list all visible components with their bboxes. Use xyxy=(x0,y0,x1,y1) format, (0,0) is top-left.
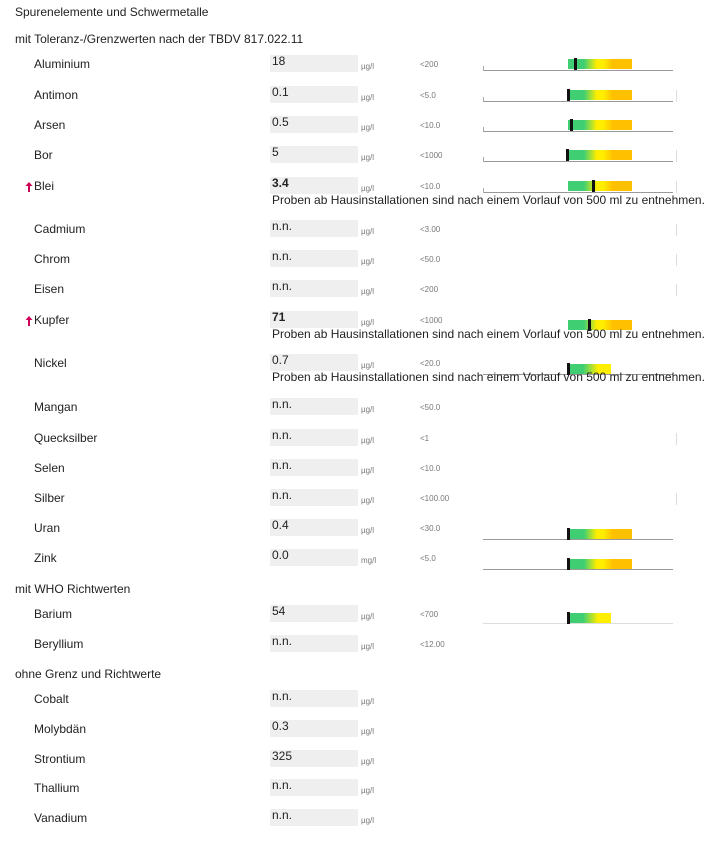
element-name: Nickel xyxy=(34,356,67,370)
limit-label: <20.0 xyxy=(420,359,441,368)
unit-label: µg/l xyxy=(361,466,375,475)
gauge-marker xyxy=(592,180,595,192)
gauge-bar xyxy=(568,181,632,191)
limit-label: <10.0 xyxy=(420,182,441,191)
gauge-bar xyxy=(568,613,611,623)
row-aluminium xyxy=(0,54,717,87)
gauge-tick-left xyxy=(483,97,484,102)
sampling-note: Proben ab Hausinstallationen sind nach einem Vorlauf von 500 ml zu entnehmen. xyxy=(272,370,705,384)
limit-label: <700 xyxy=(420,610,439,619)
row-molybdaen xyxy=(0,719,717,752)
element-name: Strontium xyxy=(34,752,86,766)
value-text: 71 xyxy=(272,310,286,324)
gauge-tick-right xyxy=(676,181,677,193)
gauge-marker xyxy=(567,612,570,624)
value-text: n.n. xyxy=(272,808,293,822)
value-text: n.n. xyxy=(272,249,293,263)
gauge-marker xyxy=(567,558,570,570)
row-chrom xyxy=(0,249,717,282)
arrow-up-icon xyxy=(24,181,34,193)
gauge-axis xyxy=(483,131,673,132)
gauge-tick-right xyxy=(676,150,677,162)
gauge-marker xyxy=(574,58,577,70)
element-name: Cobalt xyxy=(34,692,69,706)
gauge-axis xyxy=(483,539,673,540)
gauge-marker xyxy=(567,89,570,101)
gauge-tick-right xyxy=(676,493,677,505)
row-vanadium xyxy=(0,808,717,841)
section-header-tbdv: mit Toleranz-/Grenzwerten nach der TBDV 817.022.11 xyxy=(15,32,304,46)
value-text: 3.4 xyxy=(272,176,289,190)
gauge-tick-left xyxy=(483,66,484,71)
unit-label: µg/l xyxy=(361,93,375,102)
element-name: Vanadium xyxy=(34,811,88,825)
value-text: 325 xyxy=(272,749,293,763)
unit-label: µg/l xyxy=(361,642,375,651)
value-text: 0.3 xyxy=(272,719,289,733)
gauge-tick-right xyxy=(676,90,677,102)
row-barium xyxy=(0,604,717,637)
limit-label: <10.0 xyxy=(420,121,441,130)
gauge-tick-right xyxy=(676,433,677,445)
element-name: Antimon xyxy=(34,88,79,102)
sampling-note: Proben ab Hausinstallationen sind nach einem Vorlauf von 500 ml zu entnehmen. xyxy=(272,193,705,207)
row-strontium xyxy=(0,749,717,782)
row-thallium xyxy=(0,778,717,811)
element-name: Blei xyxy=(34,179,55,193)
unit-label: µg/l xyxy=(361,727,375,736)
unit-label: µg/l xyxy=(361,184,375,193)
gauge-tick-right xyxy=(676,224,677,236)
unit-label: µg/l xyxy=(361,496,375,505)
row-bor xyxy=(0,145,717,178)
element-name: Arsen xyxy=(34,118,66,132)
gauge-axis xyxy=(483,623,673,624)
element-name: Mangan xyxy=(34,400,78,414)
unit-label: µg/l xyxy=(361,757,375,766)
value-text: n.n. xyxy=(272,778,293,792)
element-name: Chrom xyxy=(34,252,71,266)
value-text: 54 xyxy=(272,604,286,618)
limit-label: <50.0 xyxy=(420,403,441,412)
element-name: Selen xyxy=(34,461,65,475)
row-eisen xyxy=(0,279,717,312)
limit-label: <3.00 xyxy=(420,225,441,234)
section-header-none: ohne Grenz und Richtwerte xyxy=(15,667,162,681)
limit-label: <200 xyxy=(420,60,439,69)
row-antimon xyxy=(0,85,717,118)
element-name: Barium xyxy=(34,607,73,621)
gauge-bar xyxy=(568,559,632,569)
unit-label: mg/l xyxy=(361,556,377,565)
gauge-tick-right xyxy=(676,284,677,296)
gauge-tick-left xyxy=(483,127,484,132)
gauge-marker xyxy=(567,528,570,540)
limit-label: <30.0 xyxy=(420,524,441,533)
value-text: n.n. xyxy=(272,279,293,293)
unit-label: µg/l xyxy=(361,62,375,71)
arrow-up-icon xyxy=(24,315,34,327)
value-text: n.n. xyxy=(272,428,293,442)
value-field xyxy=(270,146,358,163)
element-name: Uran xyxy=(34,521,61,535)
unit-label: µg/l xyxy=(361,526,375,535)
value-text: 0.4 xyxy=(272,518,289,532)
value-text: n.n. xyxy=(272,488,293,502)
gauge-bar xyxy=(568,529,632,539)
element-name: Molybdän xyxy=(34,722,87,736)
element-name: Kupfer xyxy=(34,313,70,327)
limit-label: <12.00 xyxy=(420,640,445,649)
element-name: Beryllium xyxy=(34,637,84,651)
gauge-axis xyxy=(483,569,673,570)
unit-label: µg/l xyxy=(361,697,375,706)
unit-label: µg/l xyxy=(361,361,375,370)
limit-label: <50.0 xyxy=(420,255,441,264)
gauge-axis xyxy=(483,101,673,102)
page-title: Spurenelemente und Schwermetalle xyxy=(15,5,209,19)
unit-label: µg/l xyxy=(361,123,375,132)
element-name: Bor xyxy=(34,148,53,162)
limit-label: <1 xyxy=(420,434,430,443)
row-blei xyxy=(0,176,717,209)
unit-label: µg/l xyxy=(361,257,375,266)
gauge-bar xyxy=(568,150,632,160)
row-uran xyxy=(0,518,717,551)
value-text: 0.7 xyxy=(272,353,289,367)
element-name: Silber xyxy=(34,491,65,505)
unit-label: µg/l xyxy=(361,153,375,162)
gauge-marker xyxy=(566,149,569,161)
unit-label: µg/l xyxy=(361,287,375,296)
element-name: Zink xyxy=(34,551,57,565)
value-text: n.n. xyxy=(272,397,293,411)
value-text: n.n. xyxy=(272,458,293,472)
element-name: Cadmium xyxy=(34,222,86,236)
gauge-tick-right xyxy=(676,254,677,266)
gauge-marker xyxy=(570,119,573,131)
row-silber xyxy=(0,488,717,521)
value-text: n.n. xyxy=(272,634,293,648)
value-text: 0.5 xyxy=(272,115,289,129)
gauge-tick-left xyxy=(483,157,484,162)
value-text: 0.0 xyxy=(272,548,289,562)
element-name: Aluminium xyxy=(34,57,91,71)
gauge-bar xyxy=(568,90,632,100)
unit-label: µg/l xyxy=(361,405,375,414)
limit-label: <5.0 xyxy=(420,91,436,100)
limit-label: <100.00 xyxy=(420,494,450,503)
limit-label: <5.0 xyxy=(420,554,436,563)
unit-label: µg/l xyxy=(361,612,375,621)
unit-label: µg/l xyxy=(361,816,375,825)
sampling-note: Proben ab Hausinstallationen sind nach einem Vorlauf von 500 ml zu entnehmen. xyxy=(272,327,705,341)
unit-label: µg/l xyxy=(361,786,375,795)
row-nickel xyxy=(0,353,717,386)
gauge-axis xyxy=(483,161,673,162)
row-mangan xyxy=(0,397,717,430)
gauge-bar xyxy=(568,59,632,69)
row-cobalt xyxy=(0,689,717,722)
limit-label: <200 xyxy=(420,285,439,294)
limit-label: <10.0 xyxy=(420,464,441,473)
value-text: n.n. xyxy=(272,689,293,703)
gauge-bar xyxy=(568,120,632,130)
gauge-axis xyxy=(483,70,673,71)
row-zink xyxy=(0,548,717,581)
element-name: Eisen xyxy=(34,282,65,296)
value-text: n.n. xyxy=(272,219,293,233)
limit-label: <1000 xyxy=(420,316,443,325)
section-header-who: mit WHO Richtwerten xyxy=(15,582,131,596)
value-text: 5 xyxy=(272,145,279,159)
unit-label: µg/l xyxy=(361,227,375,236)
row-beryllium xyxy=(0,634,717,667)
unit-label: µg/l xyxy=(361,318,375,327)
limit-label: <1000 xyxy=(420,151,443,160)
value-text: 18 xyxy=(272,54,286,68)
unit-label: µg/l xyxy=(361,436,375,445)
row-arsen xyxy=(0,115,717,148)
row-cadmium xyxy=(0,219,717,252)
element-name: Quecksilber xyxy=(34,431,98,445)
row-quecksilber xyxy=(0,428,717,461)
value-text: 0.1 xyxy=(272,85,289,99)
row-selen xyxy=(0,458,717,491)
element-name: Thallium xyxy=(34,781,80,795)
row-kupfer xyxy=(0,310,717,343)
